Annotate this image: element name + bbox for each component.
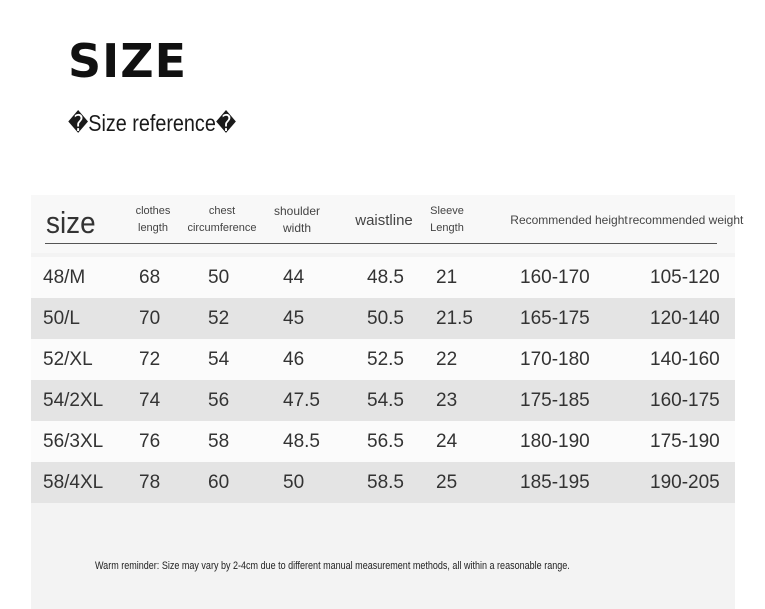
cell-weight: 160-175 (650, 390, 720, 411)
cell-weight: 120-140 (650, 308, 720, 329)
cell-height: 185-195 (520, 472, 590, 493)
cell-chest: 58 (208, 431, 230, 452)
cell-size: 58/4XL (43, 472, 104, 493)
cell-sleeve: 24 (436, 431, 458, 452)
header-line: Sleeve (430, 205, 464, 217)
table-row (31, 298, 735, 339)
cell-chest: 54 (208, 349, 230, 370)
cell-size: 56/3XL (43, 431, 104, 452)
header-shoulder-width (267, 195, 327, 245)
header-line: circumference (187, 222, 257, 234)
cell-sleeve: 21 (436, 267, 458, 288)
cell-clothes-length: 78 (139, 472, 161, 493)
cell-clothes-length: 76 (139, 431, 161, 452)
header-line: width (282, 221, 311, 235)
header-line: shoulder (273, 204, 321, 218)
cell-chest: 50 (208, 267, 230, 288)
cell-shoulder: 48.5 (283, 431, 320, 452)
cell-shoulder: 45 (283, 308, 305, 329)
table-row (31, 380, 735, 421)
size-table (31, 195, 744, 609)
header-line: recommended weight (628, 212, 744, 227)
cell-shoulder: 50 (283, 472, 305, 493)
cell-weight: 175-190 (650, 431, 720, 452)
header-line: length (138, 222, 168, 234)
cell-waistline: 52.5 (367, 349, 404, 370)
cell-weight: 190-205 (650, 472, 720, 493)
table-row (31, 421, 735, 462)
header-waistline (344, 195, 424, 245)
cell-chest: 60 (208, 472, 230, 493)
header-line: clothes (135, 205, 171, 217)
header-recommended-weight (627, 195, 745, 245)
cell-size: 52/XL (43, 349, 93, 370)
cell-waistline: 48.5 (367, 267, 404, 288)
cell-weight: 105-120 (650, 267, 720, 288)
cell-size: 48/M (43, 267, 86, 288)
cell-sleeve: 22 (436, 349, 458, 370)
warm-reminder-note: Warm reminder: Size may vary by 2-4cm due to different manual measurement methods, all within a reasonable range. (95, 560, 570, 572)
table-row (31, 339, 735, 380)
header-recommended-height (510, 195, 628, 245)
cell-clothes-length: 74 (139, 390, 161, 411)
cell-shoulder: 46 (283, 349, 305, 370)
cell-size: 50/L (43, 308, 80, 329)
table-row (31, 257, 735, 298)
size-reference-subtitle: �Size reference� (68, 110, 237, 136)
cell-waistline: 58.5 (367, 472, 404, 493)
header-line: waistline (355, 211, 413, 229)
header-sleeve-length (422, 195, 472, 245)
cell-sleeve: 23 (436, 390, 458, 411)
cell-height: 165-175 (520, 308, 590, 329)
table-header (31, 195, 744, 253)
cell-sleeve: 21.5 (436, 308, 473, 329)
cell-waistline: 50.5 (367, 308, 404, 329)
header-clothes-length (123, 195, 183, 245)
size-column-header: size (46, 205, 96, 240)
page-title: SIZE (68, 34, 188, 88)
cell-height: 170-180 (520, 349, 590, 370)
cell-waistline: 56.5 (367, 431, 404, 452)
cell-chest: 52 (208, 308, 230, 329)
cell-size: 54/2XL (43, 390, 104, 411)
cell-height: 160-170 (520, 267, 590, 288)
header-line: Length (430, 222, 464, 234)
cell-waistline: 54.5 (367, 390, 404, 411)
cell-clothes-length: 72 (139, 349, 161, 370)
cell-shoulder: 47.5 (283, 390, 320, 411)
table-row (31, 462, 735, 503)
cell-shoulder: 44 (283, 267, 305, 288)
cell-chest: 56 (208, 390, 230, 411)
cell-clothes-length: 70 (139, 308, 161, 329)
header-chest-circumference (177, 195, 267, 245)
cell-weight: 140-160 (650, 349, 720, 370)
header-line: chest (208, 205, 236, 217)
cell-height: 180-190 (520, 431, 590, 452)
cell-sleeve: 25 (436, 472, 458, 493)
cell-clothes-length: 68 (139, 267, 161, 288)
header-line: Recommended height (510, 212, 628, 227)
header-divider (45, 243, 717, 244)
cell-height: 175-185 (520, 390, 590, 411)
